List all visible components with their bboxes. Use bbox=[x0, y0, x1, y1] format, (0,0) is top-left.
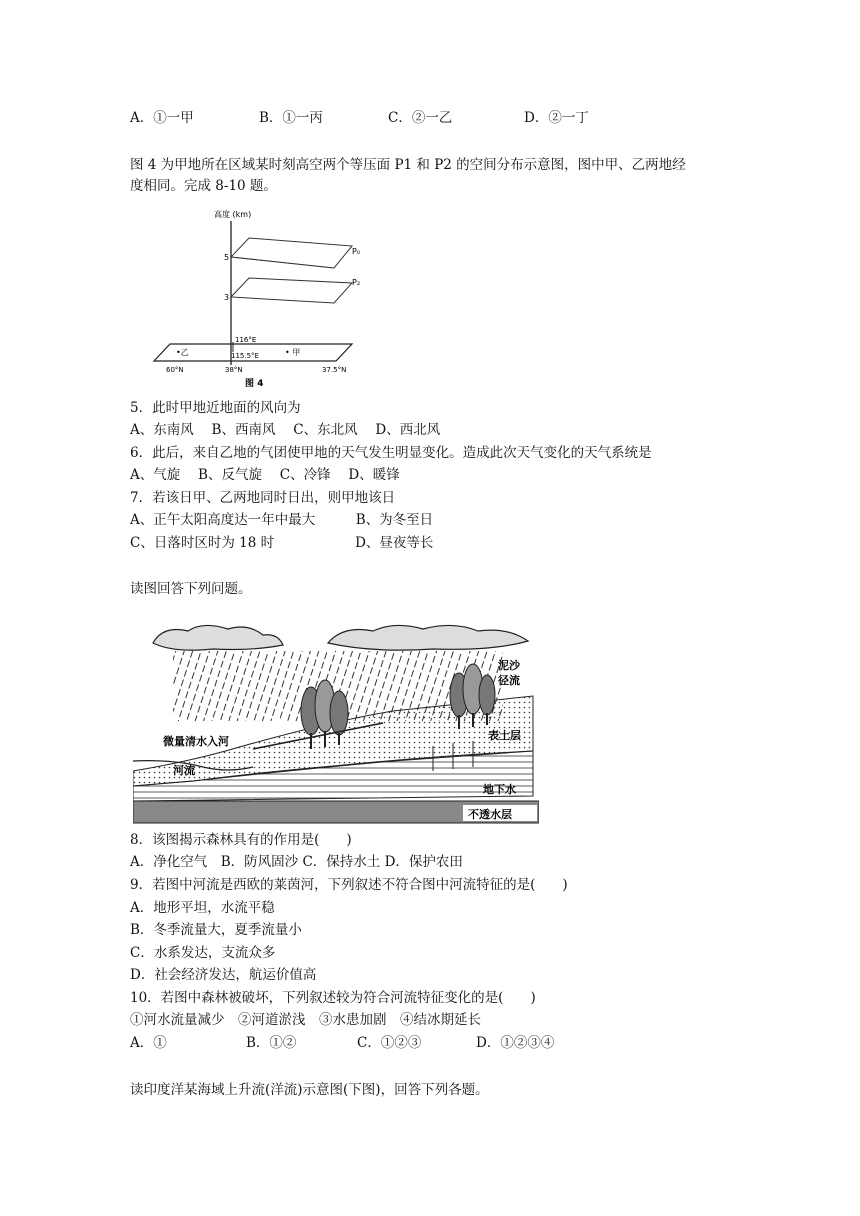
prev-option-c: C．②一乙 bbox=[388, 110, 453, 126]
q9-option-b: B．冬季流量大，夏季流量小 bbox=[130, 922, 302, 938]
fig4-lat-mid: 38°N bbox=[225, 366, 243, 374]
forest-label-topsoil: 表土层 bbox=[488, 729, 521, 742]
q7-stem: 7．若该日甲、乙两地同时日出，则甲地该日 bbox=[130, 490, 396, 506]
forest-label-groundwater: 地下水 bbox=[483, 783, 516, 796]
fig4-lat-left: 60°N bbox=[166, 366, 184, 374]
figure-forest-water-soil bbox=[133, 621, 539, 826]
forest-label-impermeable: 不透水层 bbox=[468, 808, 512, 821]
q9-option-c: C．水系发达，支流众多 bbox=[130, 945, 276, 961]
q6-options: A、气旋 B、反气旋 C、冷锋 D、暖锋 bbox=[130, 467, 400, 483]
q10-stem: 10．若图中森林被破坏，下列叙述较为符合河流特征变化的是( ) bbox=[130, 990, 536, 1006]
prev-option-d: D．②一丁 bbox=[524, 110, 589, 126]
fig4-caption: 图 4 bbox=[245, 379, 264, 389]
fig4-lon-1155: 115.5°E bbox=[231, 352, 259, 360]
q10-items: ①河水流量减少 ②河道淤浅 ③水患加剧 ④结冰期延长 bbox=[130, 1012, 481, 1028]
fig4-lon-116: 116°E bbox=[235, 336, 257, 344]
q9-stem: 9．若图中河流是西欧的莱茵河，下列叙述不符合图中河流特征的是( ) bbox=[130, 877, 568, 893]
fig4-place-yi: •乙 bbox=[176, 348, 189, 357]
figure-4-isobaric-surfaces bbox=[130, 205, 360, 395]
q9-option-d: D．社会经济发达，航运价值高 bbox=[130, 967, 317, 983]
intro-upwelling: 读印度洋某海域上升流(洋流)示意图(下图)，回答下列各题。 bbox=[130, 1082, 489, 1098]
fig4-p2-label: P₂ bbox=[352, 278, 360, 287]
intro-fig4-line1: 图 4 为甲地所在区域某时刻高空两个等压面 P1 和 P2 的空间分布示意图，图中甲、乙两地经 bbox=[130, 157, 686, 173]
fig4-lat-right: 37.5°N bbox=[322, 366, 347, 374]
q9-option-a: A．地形平坦，水流平稳 bbox=[130, 900, 275, 916]
q5-options: A、东南风 B、西南风 C、东北风 D、西北风 bbox=[130, 422, 441, 438]
q5-stem: 5．此时甲地近地面的风向为 bbox=[130, 400, 301, 416]
q8-stem: 8．该图揭示森林具有的作用是( ) bbox=[130, 832, 352, 848]
forest-label-mud: 泥沙 bbox=[498, 659, 520, 672]
fig4-axis-label: 高度 (km) bbox=[214, 210, 252, 219]
forest-label-flow: 径流 bbox=[498, 674, 520, 687]
forest-label-river: 河流 bbox=[173, 764, 195, 777]
q10-option-a: A．① bbox=[130, 1035, 167, 1051]
q10-option-c: C．①②③ bbox=[357, 1035, 422, 1051]
prev-option-a: A．①一甲 bbox=[130, 110, 194, 126]
fig4-tick-5: 5 bbox=[224, 253, 230, 262]
fig4-place-jia: • 甲 bbox=[285, 348, 301, 357]
intro-fig4-line2: 度相同。完成 8-10 题。 bbox=[130, 178, 277, 194]
forest-label-inflow: 微量清水入河 bbox=[163, 735, 229, 748]
prev-option-b: B．①一丙 bbox=[259, 110, 323, 126]
fig4-p1-label: P₀ bbox=[352, 247, 360, 256]
q10-option-b: B．①② bbox=[246, 1035, 297, 1051]
q7-options-ab: A、正午太阳高度达一年中最大 B、为冬至日 bbox=[130, 512, 434, 528]
q10-option-d: D．①②③④ bbox=[476, 1035, 555, 1051]
q7-options-cd: C、日落时区时为 18 时 D、昼夜等长 bbox=[130, 535, 434, 551]
q8-options: A．净化空气 B．防风固沙 C．保持水土 D．保护农田 bbox=[130, 854, 463, 870]
intro-forest-figure: 读图回答下列问题。 bbox=[130, 581, 252, 597]
fig4-tick-3: 3 bbox=[224, 293, 230, 302]
q6-stem: 6．此后，来自乙地的气团使甲地的天气发生明显变化。造成此次天气变化的天气系统是 bbox=[130, 445, 652, 461]
